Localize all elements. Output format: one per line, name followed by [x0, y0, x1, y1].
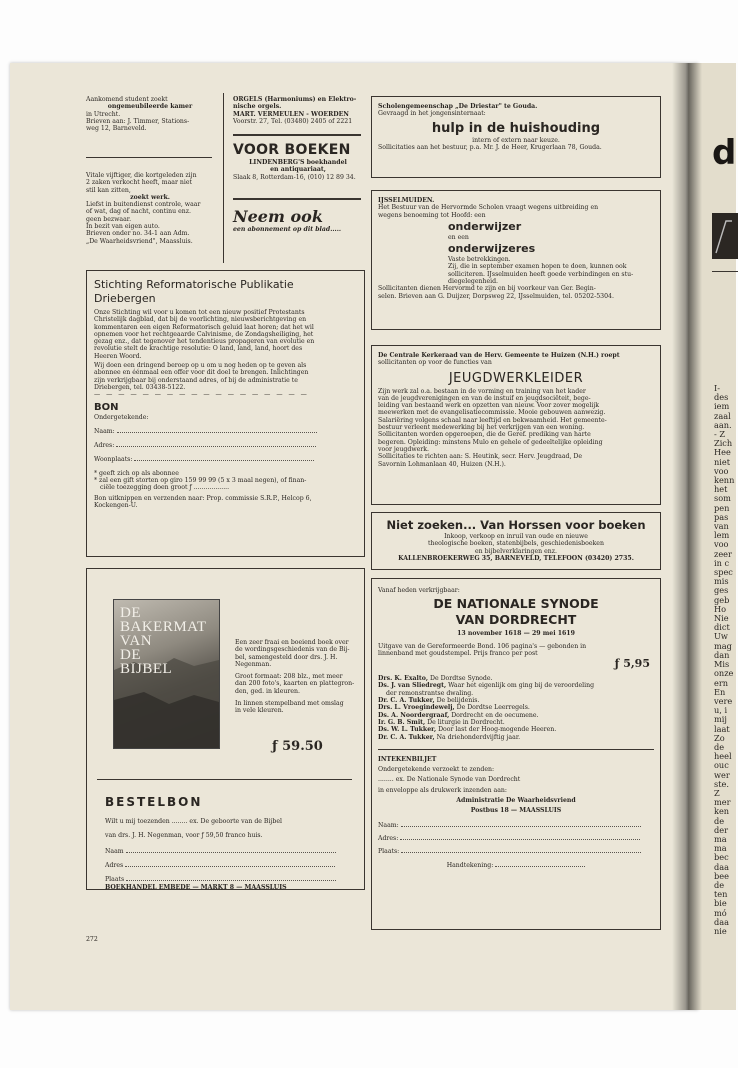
field-label: Adres: [378, 834, 399, 842]
text-line: laat [714, 723, 730, 734]
text-line: dict [714, 622, 730, 633]
ad-body [235, 639, 357, 668]
ad-text: en antiquariaat, [270, 166, 326, 174]
ad-huizen [371, 345, 661, 505]
text-line: Zo [714, 732, 725, 743]
text-line: revolutie stelt de krachtige resolutie: O land, land, land, hoort des [94, 345, 303, 353]
form-text: in enveloppe als drukwerk inzenden aan: [378, 786, 507, 794]
ad-text: Vitale vijftiger, die kortgeleden zijn [86, 172, 197, 179]
cover-title: VAN [120, 633, 153, 649]
form-text: * zal een gift storten op giro 159 99 99 (5 x 3 maal negen), of finan- [94, 477, 307, 485]
text-line: Driebergen, tel. 03438-5122. [94, 383, 186, 391]
text-line: abonnee en éénmaal een offer voor dit doel te brengen. Inlichtingen [94, 369, 309, 377]
price: ƒ 5,95 [614, 657, 650, 671]
text-line: I- [714, 384, 721, 393]
ad-text: Uitgave van de Gereformeerde Bond. 106 pagina's — gebonden in [378, 642, 587, 650]
text-line: En [714, 686, 726, 697]
text-line: gezag enz., dat tegenover het tendentieus propageren van evolutie en [94, 338, 315, 346]
cover-title: BAKERMAT [120, 619, 207, 635]
ad-text: Scholengemeenschap „De Driestar" te Gouda. [378, 103, 538, 110]
text-line: heel [714, 751, 732, 762]
ad-organs [233, 96, 363, 125]
text-line: spec [714, 567, 733, 578]
ad-text: of wat, dag of nacht, continu enz. [86, 208, 191, 216]
ad-voor-boeken [233, 142, 363, 181]
text-line: des [714, 392, 729, 403]
text-line: Drs. L. Vroegindewelj, De Dordtse Leerregels. [378, 704, 530, 712]
text-line: mó [714, 907, 727, 918]
text-line: bel, samengesteld door drs. J. H. [235, 653, 338, 661]
form-text: Bon uitknippen en verzenden naar: Prop. commissie S.R.P., Helcop 6, [94, 494, 312, 502]
ad-headline: JEUGDWERKLEIDER [448, 370, 584, 386]
text-line: Ds. W. L. Tukker, Door last der Hoog-mogende Heeren. [378, 726, 557, 734]
ad-text: In bezit van eigen auto. [86, 223, 160, 231]
text-line: ma [714, 843, 727, 854]
ad-text: „De Waarheidsvriend", Maassluis. [86, 237, 193, 245]
text-line: Drs. K. Exalto, De Dordtse Synode. [378, 675, 493, 683]
text-line: Z [714, 787, 720, 798]
ad-text: Vanaf heden verkrijgbaar: [378, 587, 460, 594]
ad-text: Voorstr. 27, Tel. (03480) 2405 of 2221 [233, 117, 353, 125]
text-line: daa [714, 861, 730, 872]
right-page-heading: d [712, 133, 737, 173]
ad-headline: onderwijzeres [448, 242, 536, 256]
ad-ijsselmuiden [371, 190, 661, 330]
book-cover-image [113, 599, 220, 749]
text-line: mij [714, 714, 727, 725]
form-text: Administratie De Waarheidsvriend [456, 797, 576, 805]
text-line: in c [714, 557, 730, 568]
right-page-text [714, 384, 738, 936]
cover-title: DE [120, 605, 141, 621]
text-line: bec [714, 852, 729, 863]
text-line: daa [714, 916, 730, 927]
field-label: Plaats: [378, 848, 400, 856]
city-field[interactable] [105, 875, 355, 883]
ad-text: Sollicitanten dienen Hervormd te zijn en bij voorkeur van Ger. Begin- [378, 285, 596, 293]
address-field[interactable] [105, 861, 355, 869]
ad-headline: Driebergen [94, 292, 156, 305]
name-field[interactable] [105, 847, 355, 855]
text-line: der remonstrantse dwaling. [386, 689, 474, 697]
ad-text: in Utrecht. [86, 110, 121, 118]
text-line: der [714, 824, 729, 835]
ad-text: Zij, die in september examen hopen te doen, kunnen ook [448, 263, 627, 271]
ad-text: zoekt werk. [130, 193, 170, 201]
text-line: begeren. Opleiding: minstens Mulo en gehele of gedeeltelijke opleiding [378, 438, 603, 446]
text-line: opnemen voor het rechtgeaarde Calvinisme, de Zondagsheiliging, het [94, 330, 314, 338]
address-field[interactable] [94, 441, 358, 449]
form-text: van drs. J. H. Negenman, voor ƒ 59,50 franco huis. [105, 832, 263, 840]
ad-vitale [86, 172, 214, 245]
ad-text: 2 zaken verkocht heeft, maar niet [86, 179, 193, 187]
ad-bakermat [86, 568, 365, 890]
text-line: ste. [714, 778, 729, 789]
ad-text: Vaste betrekkingen. [448, 256, 511, 264]
ad-neem-ook [233, 208, 365, 233]
ad-synode [371, 578, 661, 930]
contents-list [378, 675, 654, 741]
field-label: Adres [105, 861, 124, 869]
text-line: ern [714, 677, 729, 688]
city-field[interactable] [94, 455, 358, 463]
divider [97, 779, 352, 780]
text-line: geb [714, 594, 730, 605]
text-line: leiding van bestaand werk en opzetten van nieuw. Voor zover mogelijk [378, 402, 600, 410]
ad-horssen [371, 512, 661, 570]
ad-stichting [86, 270, 365, 557]
text-line: Nie [714, 613, 729, 624]
text-line: Sollicitaties te richten aan: S. Heutink, secr. Herv. Jeugdraad, De [378, 453, 583, 461]
field-label: Naam: [378, 821, 399, 829]
text-line: onze [714, 668, 734, 679]
ad-text: De Centrale Kerkeraad van de Herv. Gemeente te Huizen (N.H.) roept [378, 352, 620, 359]
ad-text: Gevraagd in het jongensinternaat: [378, 110, 486, 118]
text-line: kommentaren een eigen Reformatorisch geluid laat horen; dat het wil [94, 323, 314, 331]
text-line: zijn verkrijgbaar bij onderstaand adres, of bij de administratie te [94, 376, 298, 384]
field-label: Adres: [94, 442, 115, 450]
ad-student [86, 96, 214, 132]
ad-text: sollicitanten op voor de functies van [378, 359, 492, 367]
text-line: de [714, 879, 725, 890]
text-line: Mis [714, 659, 730, 670]
text-line: ges [714, 585, 729, 596]
ad-headline: DE NATIONALE SYNODE [433, 596, 599, 612]
text-line: dan [714, 649, 730, 660]
name-field[interactable] [94, 427, 358, 435]
ad-text: Sollicitaties aan het bestuur, p.a. Mr. J. de Heer, Krugerlaan 78, Gouda. [378, 143, 602, 151]
text-line: den, ged. in kleuren. [235, 687, 300, 695]
form-text: ........ ex. De Nationale Synode van Dordrecht [378, 776, 521, 784]
ad-headline: Niet zoeken... Van Horssen voor boeken [386, 518, 646, 532]
ad-text: IJSSELMUIDEN. [378, 197, 435, 204]
field-label: Woonplaats: [94, 456, 133, 464]
text-line: Ds. A. Noordergraaf, Dordrecht en de oecumene. [378, 711, 539, 719]
text-line: mag [714, 640, 732, 651]
shop-address: BOEKHANDEL EMBEDE — MARKT 8 — MAASSLUIS [105, 884, 287, 892]
ad-text: en een [448, 233, 469, 241]
ad-headline: VOOR BOEKEN [233, 142, 351, 158]
text-line: het [714, 484, 728, 495]
ad-description [235, 639, 357, 715]
ad-text: en bijbelverklaringen enz. [475, 547, 557, 555]
text-line: zaal [714, 410, 731, 421]
text-line: pas [714, 511, 729, 522]
form-text: Kockengen-U. [94, 501, 138, 509]
text-line: nie [714, 925, 727, 936]
field-label: Naam: [94, 427, 115, 435]
text-line: Negenman. [235, 660, 272, 668]
ad-text: Slaak 8, Rotterdam-16, (010) 12 89 34. [233, 173, 356, 181]
price: ƒ 59.50 [272, 739, 323, 754]
text-line: Dr. C. A. Tukker, Na driehonderdvijftig jaar. [378, 733, 521, 741]
page-gutter [672, 63, 702, 1010]
ad-text: geen bezwaar. [86, 215, 132, 223]
ad-text: intern of extern naar keuze. [472, 136, 560, 144]
ad-text: solliciteren. IJsselmuiden heeft goede verbindingen en stu- [448, 270, 634, 278]
form-text: Ondergetekende: [94, 413, 149, 421]
name-field[interactable] [378, 821, 654, 829]
form-title: BON [94, 401, 119, 413]
form-text: ciële toezegging doen groot ƒ .................. [100, 484, 230, 492]
divider [223, 93, 224, 263]
text-line: Ds. J. van Sliedregt, Waar het eigenlijk om ging bij de veroordeling [378, 682, 595, 690]
text-line: de wordingsgeschiedenis van de Bij- [235, 646, 350, 654]
text-line: Groot formaat: 208 blz., met meer [235, 673, 343, 681]
ad-headline: Stichting Reformatorische Publikatie [94, 278, 294, 291]
ad-headline: Neem ook [233, 207, 323, 226]
ad-text: Het Bestuur van de Hervormde Scholen vraagt wegens uitbreiding en [378, 204, 599, 212]
text-line: mis [714, 576, 729, 587]
text-line: niet [714, 456, 731, 467]
divider [86, 157, 212, 158]
text-line: Wij doen een dringend beroep op u om u nog heden op te geven als [94, 362, 307, 370]
text-line: Zich [714, 438, 733, 449]
text-line: lem [714, 530, 730, 541]
text-line: Hee [714, 447, 731, 458]
text-line: Ir. G. B. Smit, De liturgie in Dordrecht. [378, 718, 505, 726]
ad-headline: hulp in de huishouding [431, 120, 601, 136]
text-line: wer [714, 769, 730, 780]
form-title: BESTELBON [105, 795, 203, 809]
text-line: vere [714, 695, 733, 706]
field-label: Naam [105, 847, 124, 855]
ad-text: MART. VERMEULEN - WOERDEN [233, 110, 349, 118]
text-line: mer [714, 797, 731, 808]
ad-text: stil kan zitten, [86, 186, 131, 194]
text-line: in vele kleuren. [235, 707, 284, 715]
ad-text: Liefst in buitendienst controle, waar [86, 201, 201, 209]
ad-text: LINDENBERG'S boekhandel [249, 159, 347, 166]
ad-headline: VAN DORDRECHT [455, 612, 577, 628]
text-line: pen [714, 502, 730, 513]
ad-driestar [371, 96, 661, 178]
cover-title: DE [120, 647, 141, 663]
divider [378, 749, 654, 750]
text-line: Uw [714, 631, 728, 642]
text-line: zeer [714, 548, 732, 559]
form-text: * geeft zich op als abonnee [94, 469, 179, 477]
ad-text: diegelegenheid. [448, 278, 499, 286]
form-text: Postbus 18 — MAASSLUIS [470, 807, 562, 815]
text-line: voo [714, 539, 729, 550]
signature-field[interactable] [378, 861, 654, 869]
ad-text: weg 12, Barneveld. [86, 125, 147, 133]
cover-title: BIJBEL [120, 661, 173, 677]
text-line: voor jeugdwerk. [378, 445, 429, 453]
form-text: Ondergetekende verzoekt te zenden: [378, 766, 495, 774]
form-title: INTEKENBILJET [378, 755, 437, 763]
text-line: Ho [714, 603, 727, 614]
text-line: Een zeer fraai en boeiend boek over [235, 639, 349, 646]
text-line: dan 200 foto's, kaarten en plattegron- [235, 680, 355, 688]
text-line: bestuur verleent medewerking bij het verkrijgen van een woning. [378, 424, 585, 432]
text-line: kenn [714, 475, 735, 486]
city-field[interactable] [378, 847, 654, 855]
divider [712, 271, 738, 272]
address-field[interactable] [378, 834, 654, 842]
ad-text: 13 november 1618 — 29 mei 1619 [457, 630, 575, 638]
ad-body [235, 673, 357, 695]
ad-body [235, 700, 357, 715]
ad-text: Inkoop, verkoop en inruil van oude en nieuwe [444, 533, 588, 540]
ad-text: Aankomend student zoekt [86, 96, 168, 103]
ad-text: ORGELS (Harmoniums) en Elektro- [233, 96, 357, 103]
text-line: ma [714, 833, 727, 844]
ad-headline: onderwijzer [448, 219, 522, 233]
text-line: de [714, 741, 725, 752]
text-line: Heeren Woord. [94, 352, 142, 360]
text-line: van [714, 521, 729, 532]
divider [233, 198, 361, 200]
right-page-image [712, 213, 738, 259]
text-line: Sollicitanten worden opgeroepen, die de Geref. prediking van harte [378, 431, 591, 439]
text-line: de [714, 815, 725, 826]
text-line: voo [714, 465, 729, 476]
text-line: Christelijk dagblad, dat bij de voorlichting, nieuwsberichtgeving en [94, 316, 307, 324]
ad-text: selen. Brieven aan G. Duijzer, Dorpsweg 22, IJsselmuiden, tel. 05202-5304. [378, 292, 614, 300]
text-line: - Z [714, 429, 726, 440]
text-line: ken [714, 806, 730, 817]
divider [233, 134, 361, 136]
ad-text: theologische boeken, statenbijbels, geschiedenisboeken [428, 540, 604, 548]
text-line: aan. [714, 419, 732, 430]
ad-text: ongemeubileerde kamer [107, 103, 193, 111]
text-line: van de jeugdverenigingen en van de instuif en jeugdsociëteit, bege- [378, 394, 591, 402]
text-line: ten [714, 889, 728, 900]
ad-text: KALLENBROEKERWEG 35, BARNEVELD, TELEFOON (03420) 2735. [398, 554, 634, 562]
ad-text: Brieven onder no. 34-1 aan Adm. [86, 230, 190, 238]
text-line: Salariëring volgens schaal naar leeftijd en bekwaamheid. Het gemeente- [378, 416, 607, 424]
ad-text: nische orgels. [233, 103, 282, 111]
ad-text: wegens benoeming tot Hoofd: een [378, 211, 486, 219]
separator-dashes: — — — — — — — — — — — — — — — — — — [94, 391, 309, 399]
text-line: ouc [714, 760, 729, 771]
order-form [105, 818, 355, 892]
field-label: Handtekening: [446, 861, 494, 869]
form-text: Wilt u mij toezenden ........ ex. De geboorte van de Bijbel [105, 818, 282, 825]
text-line: Zijn werk zal o.a. bestaan in de vorming en training van het kader [378, 387, 586, 395]
ad-body [94, 362, 358, 391]
text-line: meewerken met de evangelisatiecommissie. Mooie gebouwen aanwezig. [378, 409, 606, 417]
field-label: Plaats [105, 876, 125, 884]
text-line: som [714, 493, 731, 504]
text-line: Savornin Lohmanlaan 40, Huizen (N.H.). [378, 460, 506, 468]
text-line: Onze Stichting wil voor u komen tot een nieuw positief Protestants [94, 309, 305, 316]
ad-text: linnenband met goudstempel. Prijs franco per post [378, 649, 538, 657]
ad-text: Brieven aan: J. Timmer, Stations- [86, 117, 190, 125]
ad-text: een abonnement op dit blad..... [233, 226, 341, 233]
page-number: 272 [86, 936, 98, 943]
text-line: bie [714, 898, 727, 909]
text-line: iem [714, 401, 730, 412]
text-line: In linnen stempelband met omslag [235, 700, 344, 708]
ad-body [378, 388, 654, 468]
text-line: u, i [714, 705, 728, 716]
ad-body [94, 309, 358, 360]
text-line: Dr. C. A. Tukker, De belijdenis. [378, 697, 480, 705]
text-line: bee [714, 870, 729, 881]
